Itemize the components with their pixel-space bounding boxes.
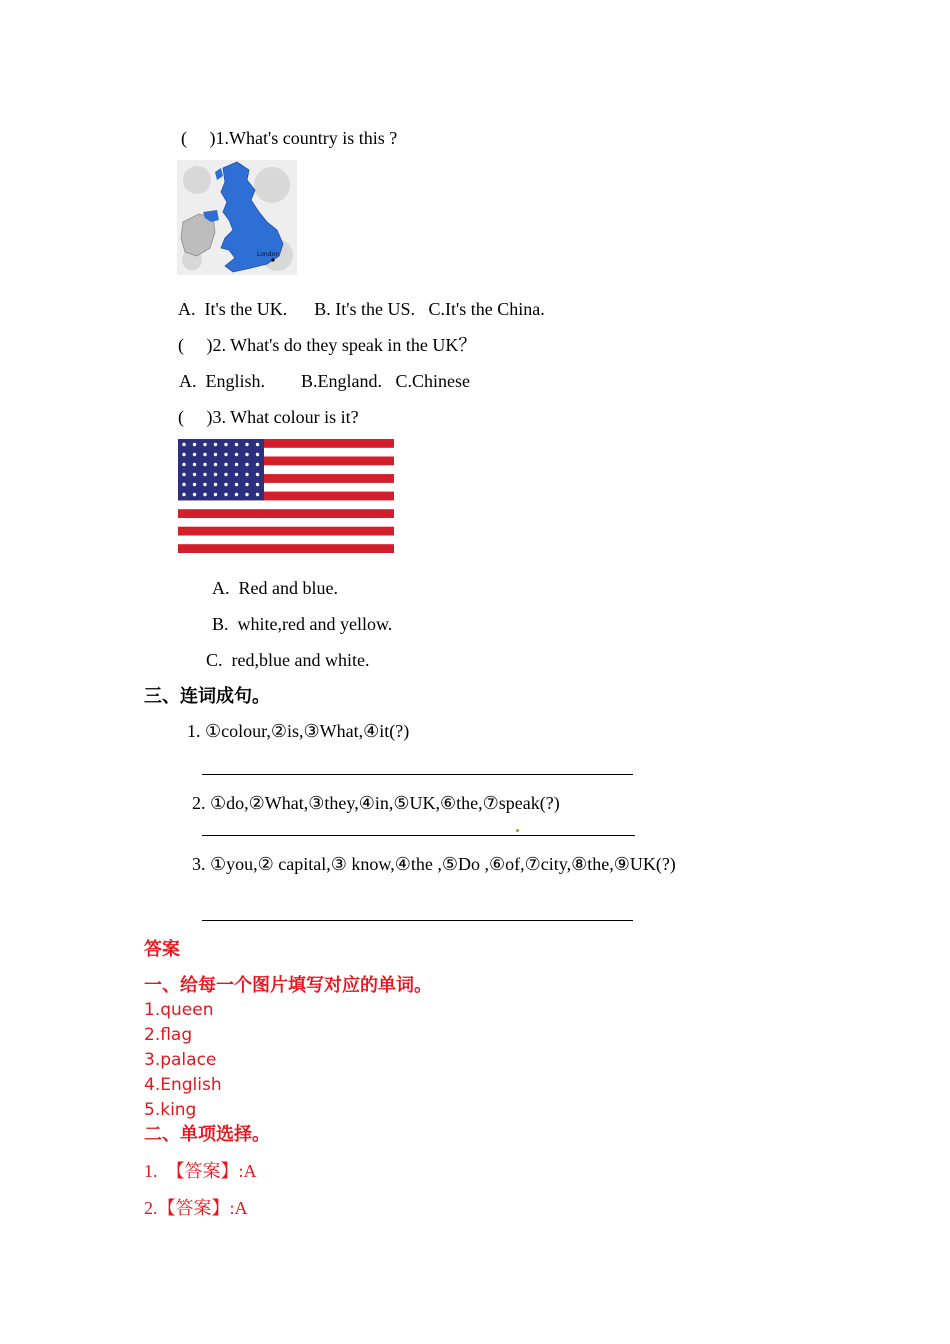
- answers-part1-heading: 一、给每一个图片填写对应的单词。: [144, 975, 432, 996]
- question-1-options: A. It's the UK. B. It's the US. C.It's the China.: [178, 299, 545, 319]
- answer-item: 2.flag: [144, 1025, 193, 1045]
- answers-part2-heading: 二、单项选择。: [144, 1124, 270, 1145]
- answers-title: 答案: [144, 939, 180, 960]
- london-label: London: [257, 251, 279, 258]
- question-1-stem: ( )1.What's country is this ?: [181, 128, 398, 148]
- question-3-option-b: B. white,red and yellow.: [212, 614, 393, 634]
- answer-item: 4.English: [144, 1075, 222, 1095]
- question-2-options: A. English. B.England. C.Chinese: [179, 371, 470, 391]
- us-flag-image: [178, 439, 394, 553]
- answer-item: 3.palace: [144, 1050, 217, 1070]
- question-2-stem: ( )2. What's do they speak in the UK？: [178, 335, 477, 355]
- answer-item: 5.king: [144, 1100, 197, 1120]
- sentence-item-2: 2. ①do,②What,③they,④in,⑤UK,⑥the,⑦speak(?): [192, 793, 560, 813]
- answer-item: 1. 【答案】:A: [144, 1161, 257, 1181]
- answer-line-2: [202, 835, 635, 836]
- ink-dot: [516, 829, 519, 832]
- uk-map-image: [177, 160, 297, 275]
- sentence-item-1: 1. ①colour,②is,③What,④it(?): [187, 721, 410, 741]
- question-3-option-a: A. Red and blue.: [212, 578, 338, 598]
- section-3-heading: 三、连词成句。: [144, 686, 270, 707]
- answer-item: 1.queen: [144, 1000, 214, 1020]
- question-3-option-c: C. red,blue and white.: [206, 650, 370, 670]
- answer-line-1: [202, 774, 633, 775]
- question-3-stem: ( )3. What colour is it?: [178, 407, 359, 427]
- answer-line-3: [202, 920, 633, 921]
- sentence-item-3: 3. ①you,② capital,③ know,④the ,⑤Do ,⑥of,⑦city,⑧the,⑨UK(?): [192, 854, 676, 874]
- answer-item: 2.【答案】:A: [144, 1198, 248, 1218]
